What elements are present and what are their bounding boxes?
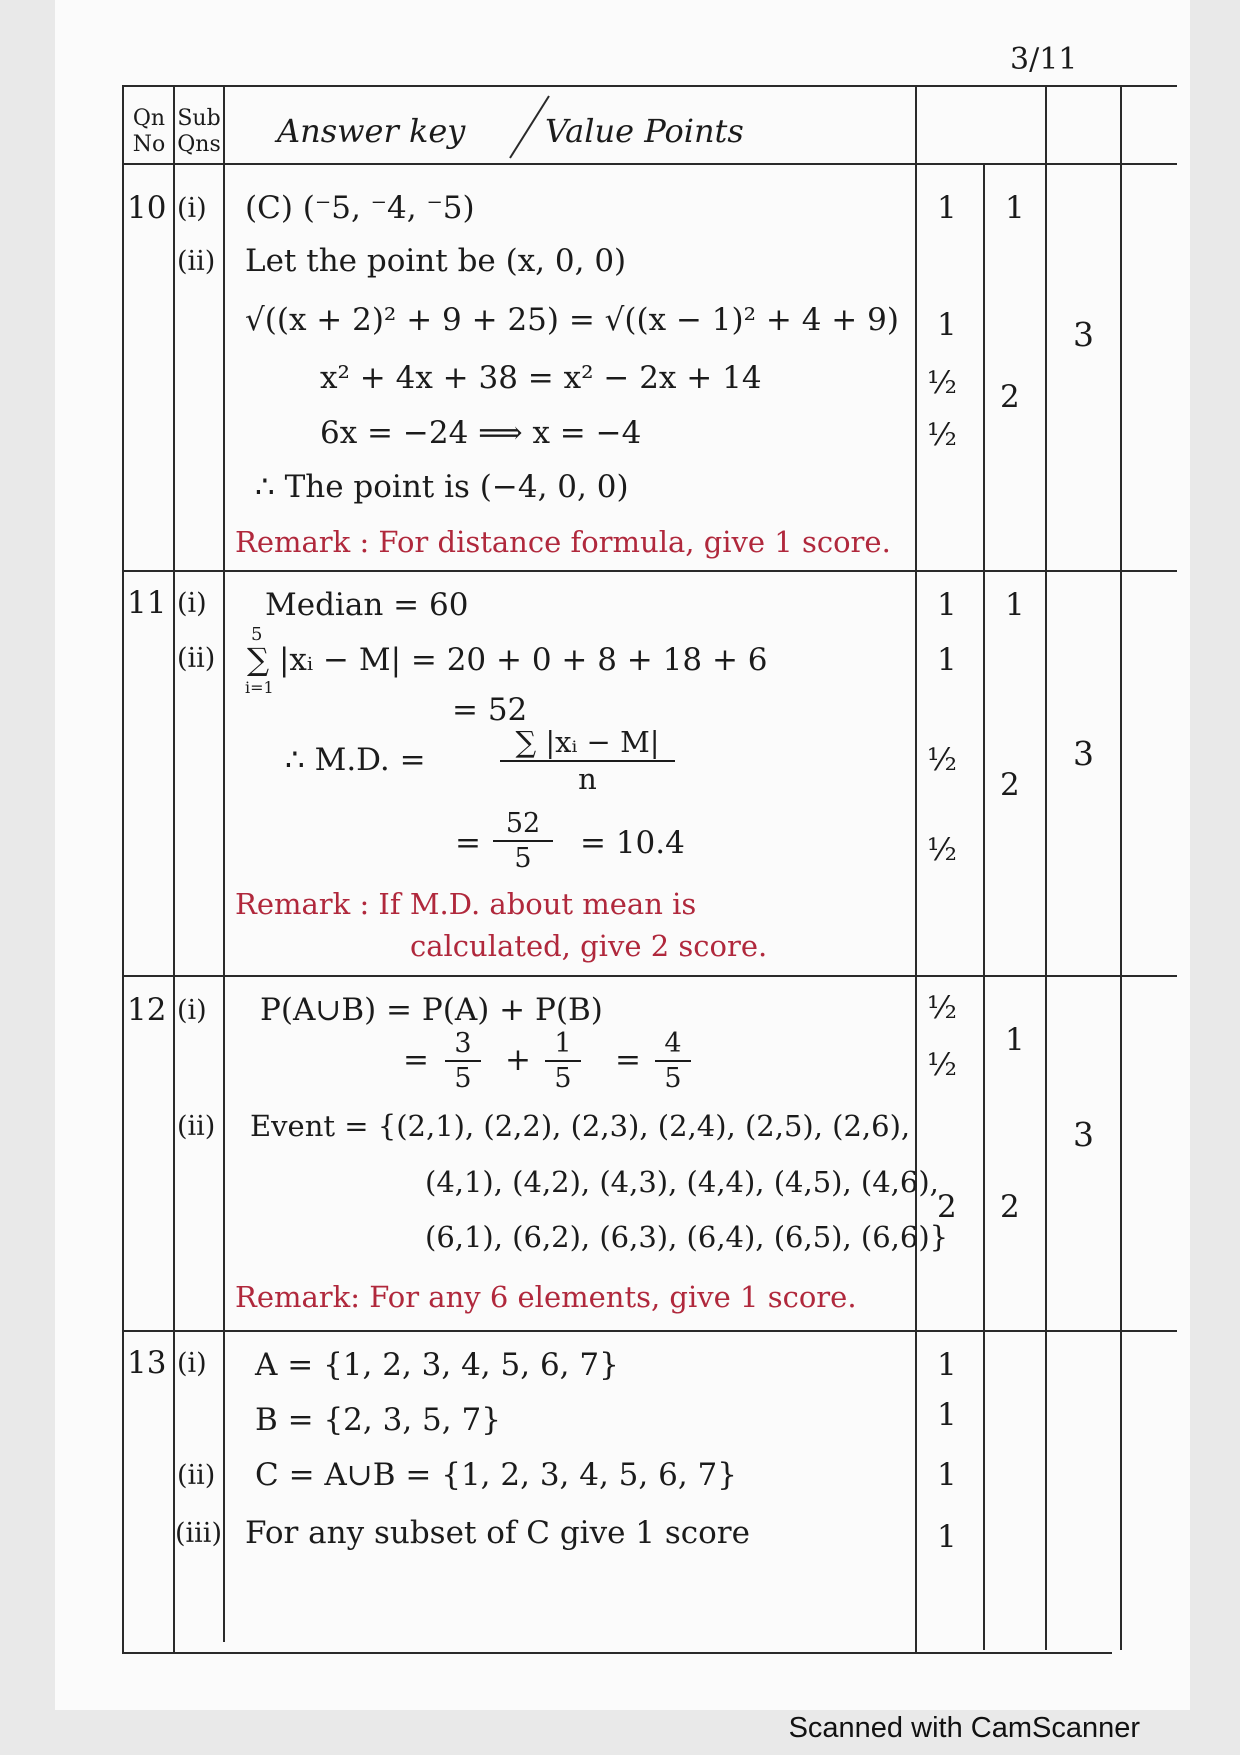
q12-mark-2: ½: [927, 1047, 958, 1083]
q11-result-value: = 10.4: [580, 825, 685, 861]
camscanner-footer-text: Scanned with CamScanner: [788, 1712, 1140, 1744]
q12-mark-1: ½: [927, 990, 958, 1026]
q12-frac-b-num: 1: [554, 1028, 572, 1059]
row-divider-12-13: [122, 1330, 1177, 1332]
q11-mark-4: ½: [927, 832, 958, 868]
q11-sub-i: (i): [177, 588, 207, 619]
q12-frac-a: [445, 1030, 481, 1092]
header-answer-key: Answer key: [277, 112, 466, 150]
table-top-border: [122, 85, 1177, 87]
fraction-bar: [493, 840, 553, 842]
left-border: [122, 85, 124, 1652]
q12-ii-total: 2: [1000, 1189, 1020, 1225]
q10-mark-4: ½: [927, 417, 958, 453]
header-slash: [505, 92, 555, 162]
q10-line4: 6x = −24 ⟹ x = −4: [320, 415, 642, 451]
q10-number: 10: [127, 190, 167, 226]
q11-grand-total: 3: [1073, 734, 1094, 773]
q10-line1: Let the point be (x, 0, 0): [245, 243, 627, 279]
q11-result-denominator: 5: [514, 843, 532, 874]
q11-sum-top: 5: [251, 624, 263, 645]
q13-line4: For any subset of C give 1 score: [245, 1515, 750, 1551]
q11-md-denominator: n: [578, 762, 597, 796]
q12-frac-b: [545, 1030, 581, 1092]
total-col-border: [1045, 85, 1047, 1650]
q13-number: 13: [127, 1345, 167, 1381]
q12-grand-total: 3: [1073, 1115, 1094, 1154]
right-border: [1120, 85, 1122, 1650]
q10-mark-2: 1: [937, 307, 957, 343]
header-value-points: Value Points: [545, 112, 744, 150]
q13-mark-4: 1: [937, 1519, 957, 1555]
q12-event-line1: Event = {(2,1), (2,2), (2,3), (2,4), (2,5), (2,6),: [250, 1109, 911, 1143]
q13-line1: A = {1, 2, 3, 4, 5, 6, 7}: [255, 1347, 619, 1383]
q10-mark-3: ½: [927, 365, 958, 401]
q10-line2: √((x + 2)² + 9 + 25) = √((x − 1)² + 4 + 9): [245, 302, 899, 338]
q11-md-numerator: ∑ |xᵢ − M|: [515, 725, 660, 759]
q12-frac-c: [655, 1030, 691, 1092]
fraction-bar: [655, 1060, 691, 1062]
q11-sum-expr: ∑ |xᵢ − M| = 20 + 0 + 8 + 18 + 6: [247, 642, 768, 678]
q12-mark-3: 2: [937, 1189, 957, 1225]
fraction-bar: [445, 1060, 481, 1062]
q10-remark: Remark : For distance formula, give 1 score.: [235, 525, 891, 559]
q12-p-line: P(A∪B) = P(A) + P(B): [260, 992, 603, 1028]
q12-frac-b-den: 5: [554, 1063, 572, 1094]
q12-frac-c-den: 5: [664, 1063, 682, 1094]
header-bottom-border: [122, 163, 1177, 165]
q12-number: 12: [127, 992, 167, 1028]
answer-col-border: [915, 85, 917, 1652]
q10-line3: x² + 4x + 38 = x² − 2x + 14: [320, 360, 762, 396]
q11-eq-lead: =: [455, 825, 481, 861]
q10-grand-total: 3: [1073, 315, 1094, 354]
q12-sub-ii: (ii): [177, 1111, 216, 1142]
scanned-page: [55, 0, 1190, 1710]
q11-sum-value: = 52: [452, 692, 528, 728]
header-sub-qns: Sub Qns: [177, 106, 221, 158]
q12-event-line2: (4,1), (4,2), (4,3), (4,4), (4,5), (4,6),: [425, 1165, 939, 1199]
q11-ii-total: 2: [1000, 767, 1020, 803]
row-divider-10-11: [122, 570, 1177, 572]
sub-col-border: [223, 85, 225, 1642]
q11-result-fraction: [493, 810, 553, 872]
page-number: 3/11: [1010, 42, 1078, 77]
q13-mark-1: 1: [937, 1347, 957, 1383]
q11-i-total: 1: [1005, 587, 1025, 623]
q11-remark-line2: calculated, give 2 score.: [410, 929, 768, 963]
q11-md-fraction: [500, 725, 675, 796]
q10-i-mark: 1: [937, 190, 957, 226]
q13-mark-3: 1: [937, 1457, 957, 1493]
q12-sub-i: (i): [177, 995, 207, 1026]
camscanner-footer: [0, 1712, 1240, 1745]
q12-frac-a-num: 3: [454, 1028, 472, 1059]
header-qn-no: Qn No: [132, 106, 166, 158]
q12-eq1: =: [403, 1042, 429, 1078]
fraction-bar: [545, 1060, 581, 1062]
q11-i-mark: 1: [937, 587, 957, 623]
marks-col-border: [983, 163, 985, 1650]
q11-mark-2: 1: [937, 642, 957, 678]
q13-sub-iii: (iii): [175, 1518, 222, 1549]
q10-ii-total: 2: [1000, 379, 1020, 415]
q11-sub-ii: (ii): [177, 643, 216, 674]
q13-sub-i: (i): [177, 1348, 207, 1379]
q10-i-answer: (C) (⁻5, ⁻4, ⁻5): [245, 190, 475, 226]
q13-line3: C = A∪B = {1, 2, 3, 4, 5, 6, 7}: [255, 1457, 737, 1493]
q10-i-total: 1: [1005, 190, 1025, 226]
q12-remark: Remark: For any 6 elements, give 1 score.: [235, 1280, 857, 1314]
q10-sub-ii: (ii): [177, 246, 216, 277]
q13-line2: B = {2, 3, 5, 7}: [255, 1402, 501, 1438]
q12-plus: +: [505, 1042, 531, 1078]
q10-line5: ∴ The point is (−4, 0, 0): [255, 469, 629, 505]
q11-md-label: ∴ M.D. =: [285, 742, 426, 778]
q11-remark-line1: Remark : If M.D. about mean is: [235, 887, 697, 921]
q12-event-line3: (6,1), (6,2), (6,3), (6,4), (6,5), (6,6)}: [425, 1220, 949, 1254]
row-divider-11-12: [122, 975, 1177, 977]
q11-result-numerator: 52: [505, 808, 541, 839]
q11-sum-bottom: i=1: [245, 678, 274, 697]
q11-i-answer: Median = 60: [265, 587, 469, 623]
q12-eq2: =: [615, 1042, 641, 1078]
q13-mark-2: 1: [937, 1397, 957, 1433]
q12-frac-c-num: 4: [664, 1028, 682, 1059]
q13-sub-ii: (ii): [177, 1460, 216, 1491]
table-bottom-border: [122, 1652, 1112, 1654]
q12-i-total: 1: [1005, 1022, 1025, 1058]
q11-mark-3: ½: [927, 742, 958, 778]
q11-number: 11: [127, 585, 167, 621]
q10-sub-i: (i): [177, 193, 207, 224]
q12-frac-a-den: 5: [454, 1063, 472, 1094]
qn-col-border: [173, 85, 175, 1652]
